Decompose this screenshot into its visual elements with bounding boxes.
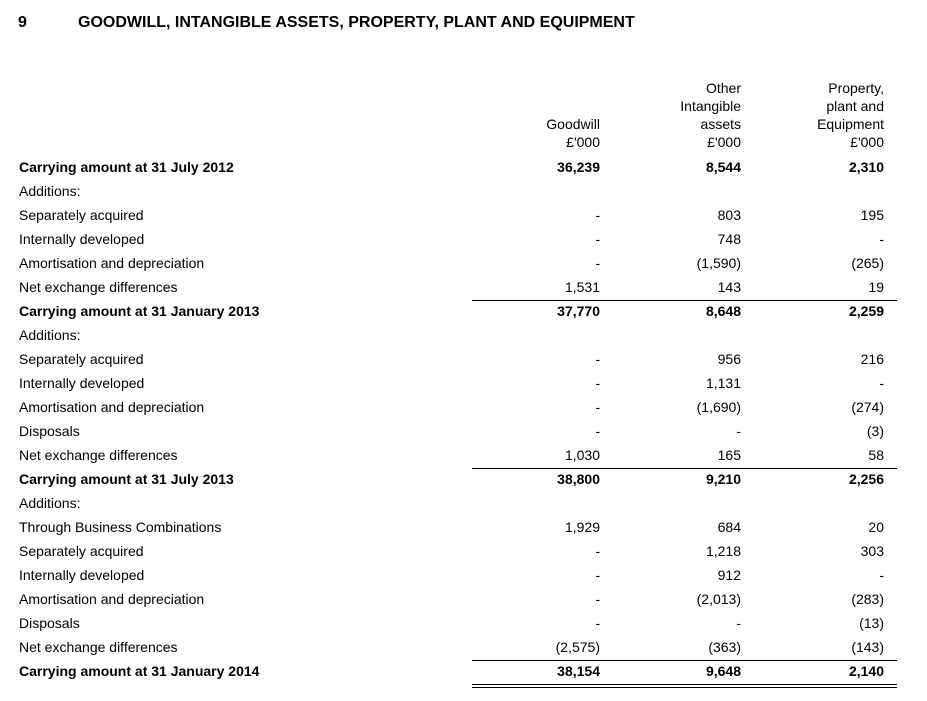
cell-goodwill: - (595, 207, 600, 223)
table-row (0, 348, 927, 372)
cell-property-plant-equipment: 2,310 (848, 159, 884, 175)
column-header-line: Goodwill (546, 116, 600, 132)
cell-goodwill: - (595, 423, 600, 439)
cell-goodwill: 36,239 (557, 159, 600, 175)
row-label: Carrying amount at 31 January 2014 (19, 663, 260, 679)
cell-other-intangible-assets: (1,590) (696, 255, 741, 271)
cell-property-plant-equipment: 19 (868, 279, 884, 295)
column-header-line: assets (700, 116, 741, 132)
row-label: Internally developed (19, 231, 145, 247)
cell-other-intangible-assets: 143 (717, 279, 741, 295)
row-label: Net exchange differences (19, 639, 178, 655)
cell-other-intangible-assets: 956 (717, 351, 741, 367)
table-row (0, 636, 927, 660)
cell-goodwill: 38,800 (557, 471, 600, 487)
row-label: Separately acquired (19, 351, 144, 367)
row-label: Net exchange differences (19, 447, 178, 463)
cell-other-intangible-assets: - (736, 615, 741, 631)
cell-goodwill: 37,770 (557, 303, 600, 319)
row-label: Amortisation and depreciation (19, 591, 205, 607)
cell-goodwill: - (595, 591, 600, 607)
cell-other-intangible-assets: (1,690) (696, 399, 741, 415)
row-label: Disposals (19, 423, 80, 439)
cell-other-intangible-assets: 165 (717, 447, 741, 463)
cell-other-intangible-assets: 9,648 (705, 663, 741, 679)
cell-property-plant-equipment: 216 (860, 351, 884, 367)
cell-other-intangible-assets: (363) (708, 639, 741, 655)
table-row (0, 564, 927, 588)
table-row (0, 588, 927, 612)
row-label: Internally developed (19, 375, 145, 391)
table-row (0, 252, 927, 276)
row-label: Carrying amount at 31 January 2013 (19, 303, 260, 319)
table-row (0, 612, 927, 636)
row-label: Amortisation and depreciation (19, 399, 205, 415)
column-header-line: £'000 (850, 134, 884, 150)
cell-goodwill: - (595, 567, 600, 583)
column-header-line: Other (705, 80, 741, 96)
cell-goodwill: - (595, 231, 600, 247)
row-label: Additions: (19, 183, 81, 199)
cell-other-intangible-assets: 912 (717, 567, 741, 583)
row-label: Additions: (19, 327, 81, 343)
cell-property-plant-equipment: (265) (851, 255, 884, 271)
cell-goodwill: 1,929 (564, 519, 600, 535)
cell-other-intangible-assets: 1,131 (705, 375, 741, 391)
cell-property-plant-equipment: 195 (860, 207, 884, 223)
cell-other-intangible-assets: (2,013) (696, 591, 741, 607)
column-header-line: £'000 (566, 134, 600, 150)
cell-goodwill: - (595, 255, 600, 271)
row-label: Additions: (19, 495, 81, 511)
table-row (0, 396, 927, 420)
cell-property-plant-equipment: 2,140 (848, 663, 884, 679)
cell-goodwill: 1,030 (564, 447, 600, 463)
column-header-line: plant and (826, 98, 884, 114)
cell-property-plant-equipment: - (879, 567, 884, 583)
column-header-line: Equipment (817, 116, 884, 132)
table-row (0, 516, 927, 540)
table-row (0, 204, 927, 228)
cell-goodwill: - (595, 399, 600, 415)
table-row-carrying-amount (0, 660, 927, 684)
cell-property-plant-equipment: 303 (860, 543, 884, 559)
column-header-goodwill (546, 115, 600, 151)
table-row-carrying-amount (0, 156, 927, 180)
cell-property-plant-equipment: (283) (851, 591, 884, 607)
cell-property-plant-equipment: 20 (868, 519, 884, 535)
column-header-other-intangible-assets (680, 79, 741, 151)
cell-other-intangible-assets: - (736, 423, 741, 439)
column-header-line: Property, (828, 80, 884, 96)
row-label: Net exchange differences (19, 279, 178, 295)
table-row (0, 324, 927, 348)
cell-property-plant-equipment: (3) (866, 423, 884, 439)
cell-other-intangible-assets: 748 (717, 231, 741, 247)
column-header-line: Intangible (680, 98, 741, 114)
cell-goodwill: - (595, 351, 600, 367)
table-row (0, 372, 927, 396)
cell-property-plant-equipment: - (879, 375, 884, 391)
row-label: Separately acquired (19, 543, 144, 559)
table-row-carrying-amount (0, 468, 927, 492)
cell-other-intangible-assets: 684 (717, 519, 741, 535)
row-label: Disposals (19, 615, 80, 631)
table-row (0, 444, 927, 468)
cell-goodwill: - (595, 375, 600, 391)
cell-goodwill: - (595, 615, 600, 631)
cell-goodwill: - (595, 543, 600, 559)
cell-property-plant-equipment: 2,256 (848, 471, 884, 487)
table-row (0, 540, 927, 564)
row-label: Internally developed (19, 567, 145, 583)
cell-other-intangible-assets: 1,218 (705, 543, 741, 559)
cell-other-intangible-assets: 9,210 (705, 471, 741, 487)
table-row (0, 492, 927, 516)
cell-property-plant-equipment: (274) (851, 399, 884, 415)
cell-goodwill: 38,154 (557, 663, 600, 679)
cell-property-plant-equipment: (143) (851, 639, 884, 655)
row-label: Carrying amount at 31 July 2013 (19, 471, 234, 487)
row-label: Amortisation and depreciation (19, 255, 205, 271)
note-title: GOODWILL, INTANGIBLE ASSETS, PROPERTY, PLANT AND EQUIPMENT (78, 14, 635, 31)
cell-property-plant-equipment: (13) (859, 615, 884, 631)
table-row (0, 420, 927, 444)
cell-other-intangible-assets: 803 (717, 207, 741, 223)
column-header-line: £'000 (707, 134, 741, 150)
column-header-property-plant-equipment (817, 79, 884, 151)
asset-movements-table (0, 156, 927, 684)
row-label: Through Business Combinations (19, 519, 222, 535)
cell-property-plant-equipment: 58 (868, 447, 884, 463)
cell-property-plant-equipment: - (879, 231, 884, 247)
cell-other-intangible-assets: 8,648 (705, 303, 741, 319)
cell-property-plant-equipment: 2,259 (848, 303, 884, 319)
table-row-carrying-amount (0, 300, 927, 324)
table-row (0, 276, 927, 300)
cell-goodwill: (2,575) (555, 639, 600, 655)
note-number: 9 (18, 14, 27, 31)
table-row (0, 228, 927, 252)
row-label: Separately acquired (19, 207, 144, 223)
cell-other-intangible-assets: 8,544 (705, 159, 741, 175)
cell-goodwill: 1,531 (564, 279, 600, 295)
row-label: Carrying amount at 31 July 2012 (19, 159, 234, 175)
table-row (0, 180, 927, 204)
